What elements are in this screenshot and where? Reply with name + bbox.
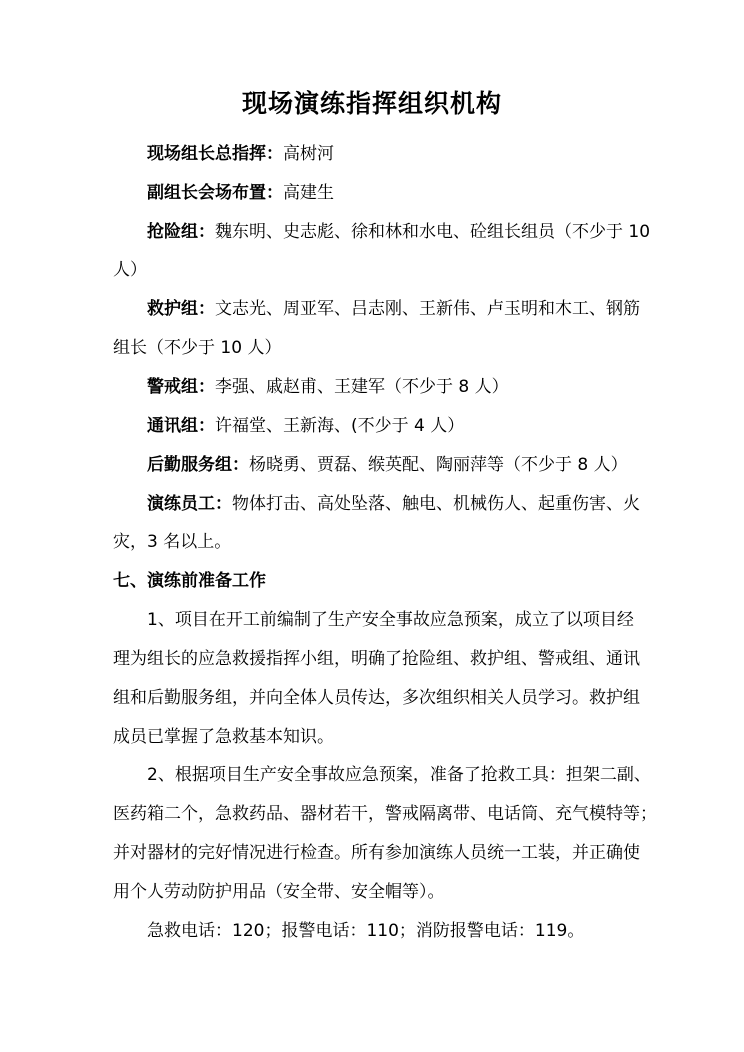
paragraph-line: 理为组长的应急救援指挥小组，明确了抢险组、救护组、警戒组、通讯 [113, 649, 640, 669]
role-line [147, 142, 334, 166]
role-value: 许福堂、王新海、(不少于 4 人） [215, 416, 465, 436]
paragraph-line: 1、项目在开工前编制了生产安全事故应急预案，成立了以项目经 [147, 610, 634, 630]
role-line [147, 181, 334, 205]
page-title: 现场演练指挥组织机构 [241, 89, 502, 118]
paragraph-line: 成员已掌握了急救基本知识。 [113, 727, 334, 747]
role-label: 抢险组： [147, 222, 215, 242]
paragraph-line: 用个人劳动防护用品（安全带、安全帽等）。 [113, 882, 445, 902]
paragraph-line: 医药箱二个，急救药品、器材若干，警戒隔离带、电话筒、充气模特等； [113, 804, 657, 824]
role-label: 副组长会场布置： [147, 183, 283, 203]
role-continuation: 人） [113, 260, 147, 280]
paragraph-line: 2、根据项目生产安全事故应急预案，准备了抢救工具：担架二副、 [147, 765, 651, 785]
emergency-phones: 急救电话：120；报警电话：110；消防报警电话：119。 [147, 921, 585, 941]
role-continuation: 灾，3 名以上。 [113, 532, 232, 552]
role-value: 高建生 [283, 183, 334, 203]
role-value: 李强、戚赵甫、王建军（不少于 8 人） [215, 377, 509, 397]
role-continuation: 组长（不少于 10 人） [113, 338, 282, 358]
role-value: 文志光、周亚军、吕志刚、王新伟、卢玉明和木工、钢筋 [215, 299, 640, 319]
role-value: 高树河 [283, 144, 334, 164]
role-line [147, 492, 640, 516]
role-line [147, 375, 509, 399]
role-label: 救护组： [147, 299, 215, 319]
role-label: 后勤服务组： [147, 455, 249, 475]
role-line [147, 220, 650, 244]
paragraph-line: 并对器材的完好情况进行检查。所有参加演练人员统一工装，并正确使 [113, 843, 640, 863]
role-line [147, 297, 640, 321]
role-value: 魏东明、史志彪、徐和林和水电、砼组长组员（不少于 10 [215, 222, 651, 242]
role-label: 演练员工： [147, 494, 232, 514]
paragraph-line: 组和后勤服务组，并向全体人员传达，多次组织相关人员学习。救护组 [113, 688, 640, 708]
role-value: 物体打击、高处坠落、触电、机械伤人、起重伤害、火 [232, 494, 640, 514]
role-line [147, 453, 628, 477]
role-label: 现场组长总指挥： [147, 144, 283, 164]
role-label: 警戒组： [147, 377, 215, 397]
section-heading: 七、演练前准备工作 [113, 571, 266, 591]
role-line [147, 414, 464, 438]
role-value: 杨晓勇、贾磊、缑英配、陶丽萍等（不少于 8 人） [249, 455, 628, 475]
role-label: 通讯组： [147, 416, 215, 436]
